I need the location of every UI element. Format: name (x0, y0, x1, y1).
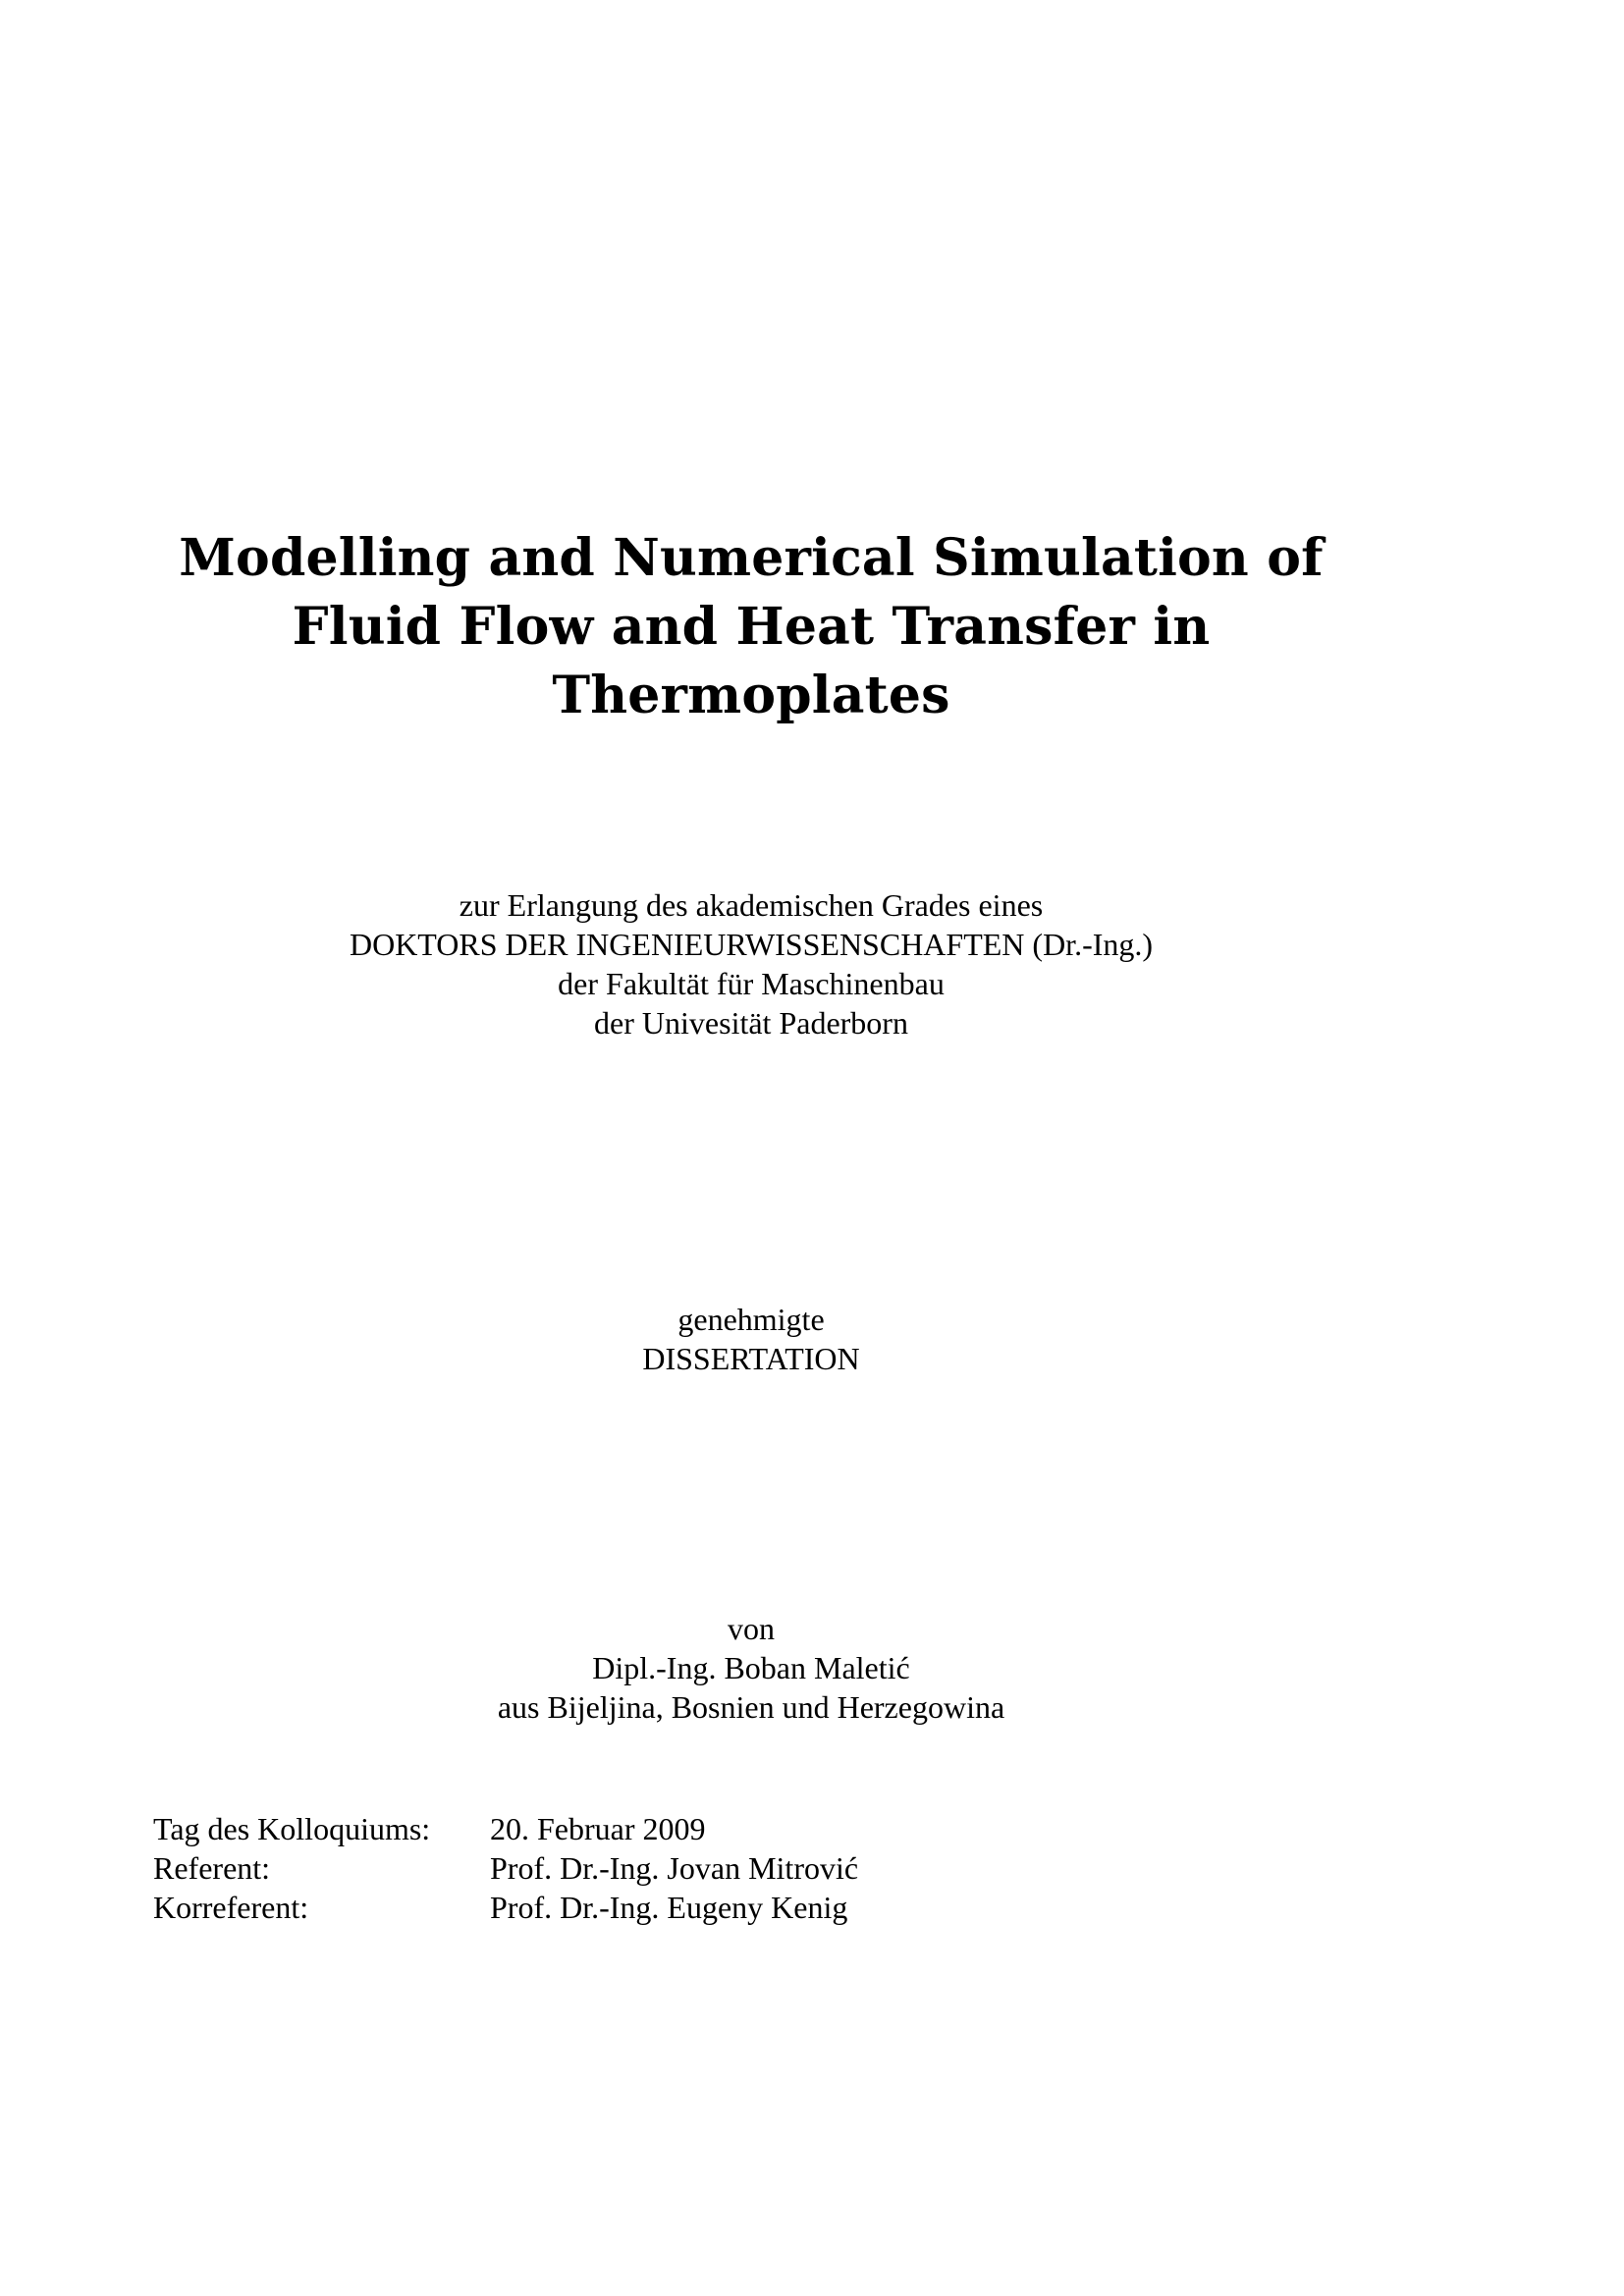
purpose-line-2: DOKTORS DER INGENIEURWISSENSCHAFTEN (Dr.-Ing.) (349, 927, 1154, 962)
title-line-3: Thermoplates (552, 666, 950, 725)
purpose-line-4: der Univesität Paderborn (594, 1005, 908, 1041)
title-line-1: Modelling and Numerical Simulation of (179, 528, 1324, 588)
details-label: Korreferent: (153, 1890, 309, 1925)
author-origin: aus Bijeljina, Bosnien und Herzegowina (497, 1689, 1005, 1725)
thesis-title (151, 524, 1351, 730)
dissertation-label (151, 1300, 1351, 1378)
title-line-2: Fluid Flow and Heat Transfer in (292, 597, 1211, 657)
details-label: Tag des Kolloquiums: (153, 1811, 431, 1846)
dissertation-line-1: genehmigte (677, 1302, 825, 1337)
author-name: Dipl.-Ing. Boban Maletić (592, 1650, 910, 1685)
details-row-date (153, 1809, 858, 1848)
dissertation-line-2: DISSERTATION (642, 1341, 860, 1376)
details-value: Prof. Dr.-Ing. Jovan Mitrović (490, 1850, 859, 1886)
author-block (151, 1609, 1351, 1727)
details-value: Prof. Dr.-Ing. Eugeny Kenig (490, 1890, 848, 1925)
colloquium-details (153, 1809, 858, 1927)
author-line-von: von (728, 1611, 775, 1646)
details-value: 20. Februar 2009 (490, 1811, 706, 1846)
details-row-korreferent (153, 1888, 858, 1927)
details-row-referent (153, 1848, 858, 1888)
degree-purpose (151, 885, 1351, 1042)
purpose-line-3: der Fakultät für Maschinenbau (558, 966, 945, 1001)
purpose-line-1: zur Erlangung des akademischen Grades eines (459, 887, 1044, 923)
details-label: Referent: (153, 1850, 271, 1886)
